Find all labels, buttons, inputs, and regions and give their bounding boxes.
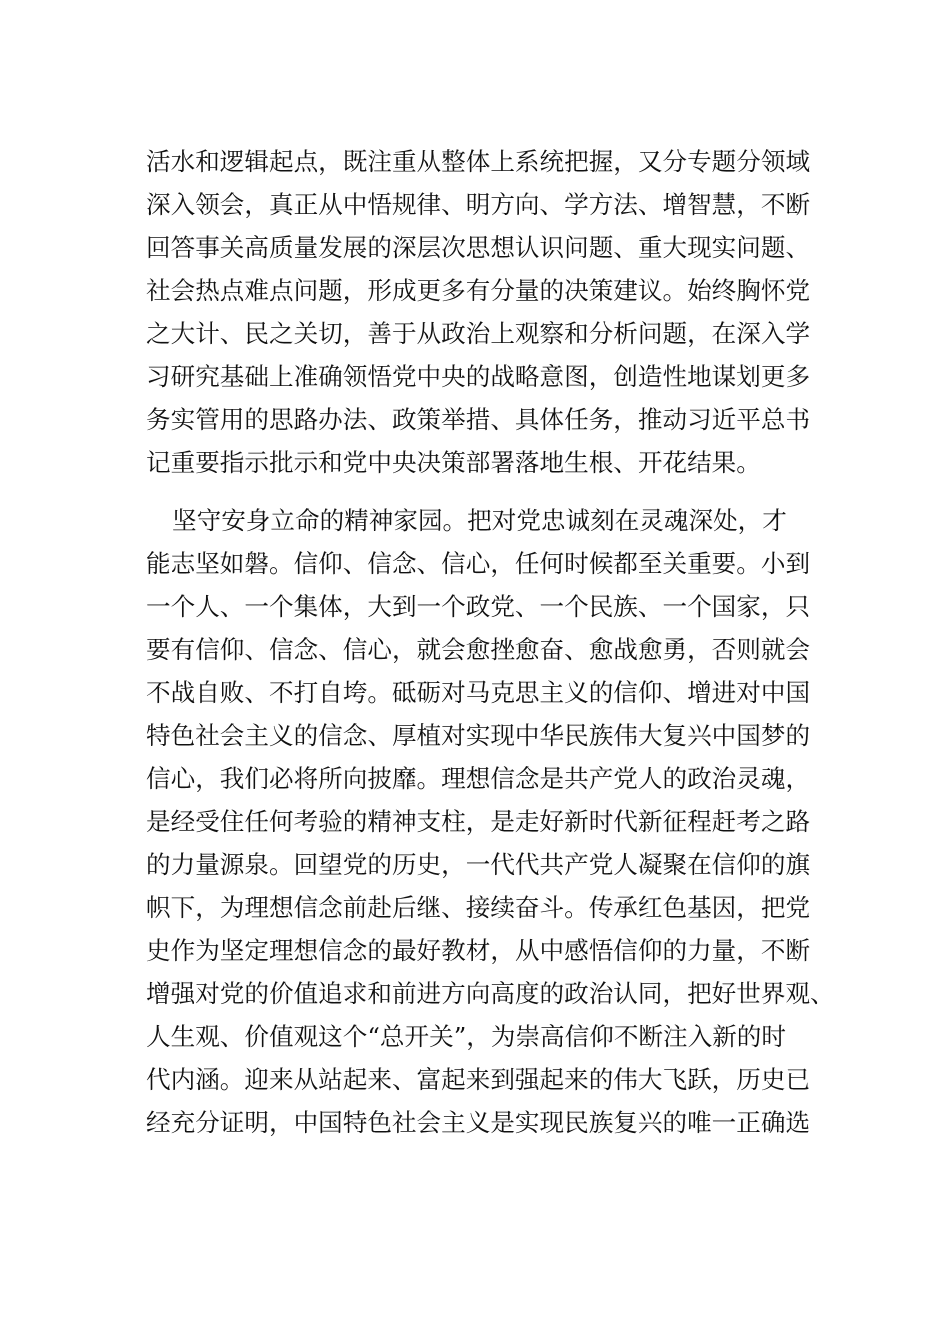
text-line: 记重要指示批示和党中央决策部署落地生根、开花结果。 bbox=[146, 448, 761, 477]
text-line: 社会热点难点问题，形成更多有分量的决策建议。始终胸怀党 bbox=[146, 276, 811, 305]
text-line: 帜下，为理想信念前赴后继、接续奋斗。传承红色基因，把党 bbox=[146, 893, 811, 922]
text-line: 能志坚如磐。信仰、信念、信心，任何时候都至关重要。小到 bbox=[146, 549, 811, 578]
text-line: 是经受住任何考验的精神支柱，是走好新时代新征程赶考之路 bbox=[146, 807, 811, 836]
text-line: 回答事关高质量发展的深层次思想认识问题、重大现实问题、 bbox=[146, 233, 811, 262]
text-line: 不战自败、不打自垮。砥砺对马克思主义的信仰、增进对中国 bbox=[146, 678, 811, 707]
paragraph-first-line: 坚守安身立命的精神家园。把对党忠诚刻在灵魂深处，才 bbox=[172, 506, 787, 535]
text-line: 的力量源泉。回望党的历史，一代代共产党人凝聚在信仰的旗 bbox=[146, 850, 811, 879]
text-line: 人生观、价值观这个“总开关”，为崇高信仰不断注入新的时 bbox=[146, 1022, 786, 1051]
text-line: 习研究基础上准确领悟党中央的战略意图，创造性地谋划更多 bbox=[146, 362, 811, 391]
text-line: 活水和逻辑起点，既注重从整体上系统把握，又分专题分领域 bbox=[146, 147, 811, 176]
text-line: 一个人、一个集体，大到一个政党、一个民族、一个国家，只 bbox=[146, 592, 811, 621]
text-line: 代内涵。迎来从站起来、富起来到强起来的伟大飞跃，历史已 bbox=[146, 1065, 811, 1094]
text-line: 经充分证明，中国特色社会主义是实现民族复兴的唯一正确选 bbox=[146, 1108, 811, 1137]
text-line: 务实管用的思路办法、政策举措、具体任务，推动习近平总书 bbox=[146, 405, 811, 434]
text-line: 深入领会，真正从中悟规律、明方向、学方法、增智慧，不断 bbox=[146, 190, 811, 219]
text-line: 史作为坚定理想信念的最好教材，从中感悟信仰的力量，不断 bbox=[146, 936, 811, 965]
text-line: 之大计、民之关切，善于从政治上观察和分析问题，在深入学 bbox=[146, 319, 811, 348]
text-line: 要有信仰、信念、信心，就会愈挫愈奋、愈战愈勇，否则就会 bbox=[146, 635, 811, 664]
text-line: 特色社会主义的信念、厚植对实现中华民族伟大复兴中国梦的 bbox=[146, 721, 811, 750]
text-line: 增强对党的价值追求和前进方向高度的政治认同，把好世界观、 bbox=[146, 979, 835, 1008]
text-line: 信心，我们必将所向披靡。理想信念是共产党人的政治灵魂， bbox=[146, 764, 811, 793]
